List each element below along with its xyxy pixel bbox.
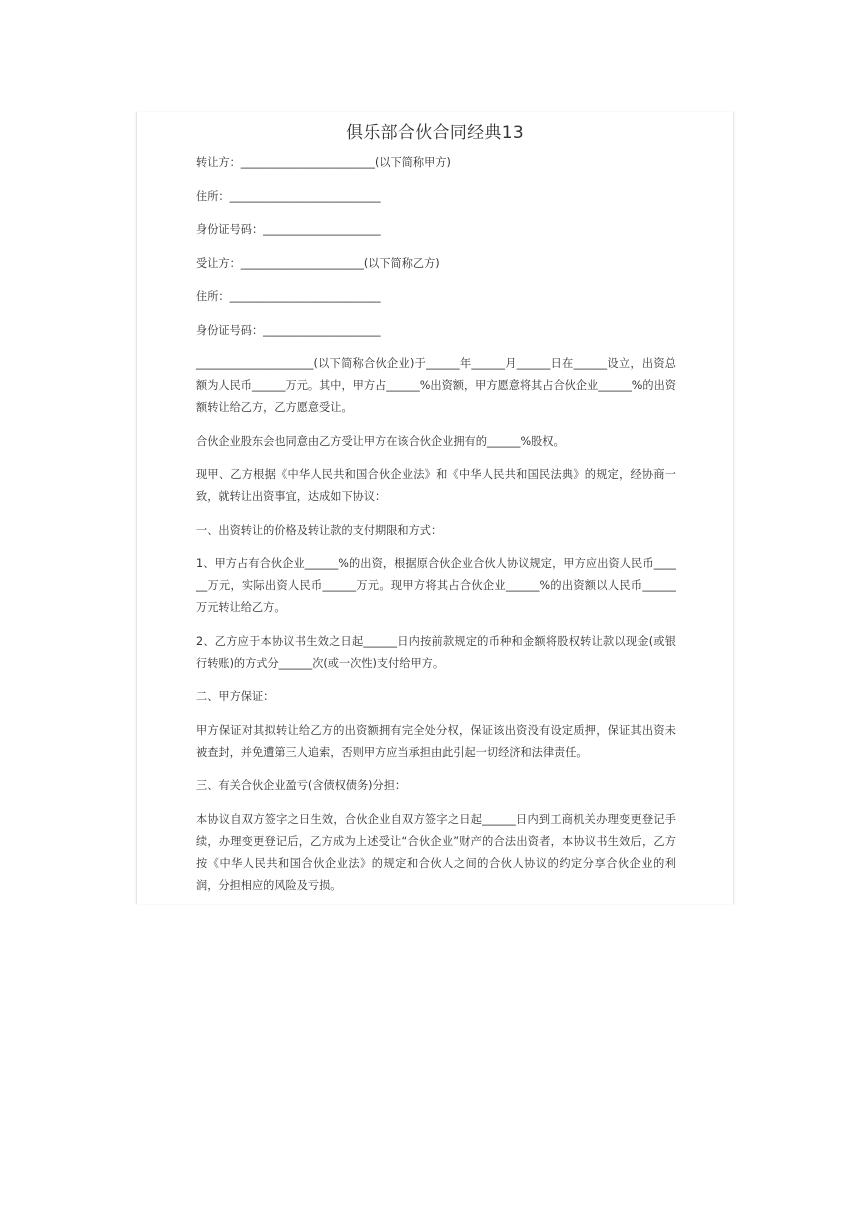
paragraph-shareholder-consent: 合伙企业股东会也同意由乙方受让甲方在该合伙企业拥有的______%股权。 bbox=[196, 434, 565, 448]
document-page bbox=[136, 112, 734, 904]
clause-1: 1、甲方占有合伙企业______%的出资，根据原合伙企业合伙人协议规定，甲方应出资人民币______万元，实际出资人民币______万元。现甲方将其占合伙企业______%的出资额以人民币______万元转让给乙方。 bbox=[196, 557, 676, 614]
paragraph-enterprise-info: _____________________(以下简称合伙企业)于______年______月______日在______设立，出资总额为人民币______万元。其中，甲方占______%出资额，甲方愿意将其占合伙企业______%的出资额转让给乙方，乙方愿意受让。 bbox=[196, 357, 676, 414]
clause-2: 2、乙方应于本协议书生效之日起______日内按前款规定的币种和金额将股权转让款以现金(或银行转账)的方式分______次(或一次性)支付给甲方。 bbox=[196, 634, 676, 670]
transferee-line: 受让方：______________________(以下简称乙方) bbox=[196, 256, 440, 270]
paragraph-agreement-basis: 现甲、乙方根据《中华人民共和国合伙企业法》和《中华人民共和国民法典》的规定，经协商一致，就转让出资事宜，达成如下协议： bbox=[196, 468, 676, 503]
transferor-line: 转让方：________________________(以下简称甲方) bbox=[196, 156, 451, 169]
section-heading-1: 一、出资转让的价格及转让款的支付期限和方式： bbox=[196, 523, 443, 537]
section-heading-2: 二、甲方保证： bbox=[196, 690, 275, 703]
transferor-address-line: 住所：___________________________ bbox=[196, 189, 381, 203]
paragraph-profit-loss: 本协议自双方签字之日生效，合伙企业自双方签字之日起______日内到工商机关办理变更登记手续，办理变更登记后，乙方成为上述受让“合伙企业”财产的合法出资者，本协议书生效后，乙方按《中华人民共和国合伙企业法》的规定和合伙人之间的合伙人协议的约定分享合伙企业的利润，分担相应的风险及亏损。 bbox=[196, 812, 676, 892]
transferee-address-line: 住所：___________________________ bbox=[196, 290, 381, 303]
paragraph-guarantee: 甲方保证对其拟转让给乙方的出资额拥有完全处分权，保证该出资没有设定质押，保证其出资未被查封，并免遭第三人追索，否则甲方应当承担由此引起一切经济和法律责任。 bbox=[196, 723, 676, 759]
document-title: 俱乐部合伙合同经典13 bbox=[346, 123, 524, 143]
document-body bbox=[196, 152, 676, 908]
transferee-id-line: 身份证号码：_____________________ bbox=[196, 323, 381, 337]
transferor-id-line: 身份证号码：_____________________ bbox=[196, 223, 381, 236]
section-heading-3: 三、有关合伙企业盈亏(含债权债务)分担： bbox=[196, 779, 407, 792]
